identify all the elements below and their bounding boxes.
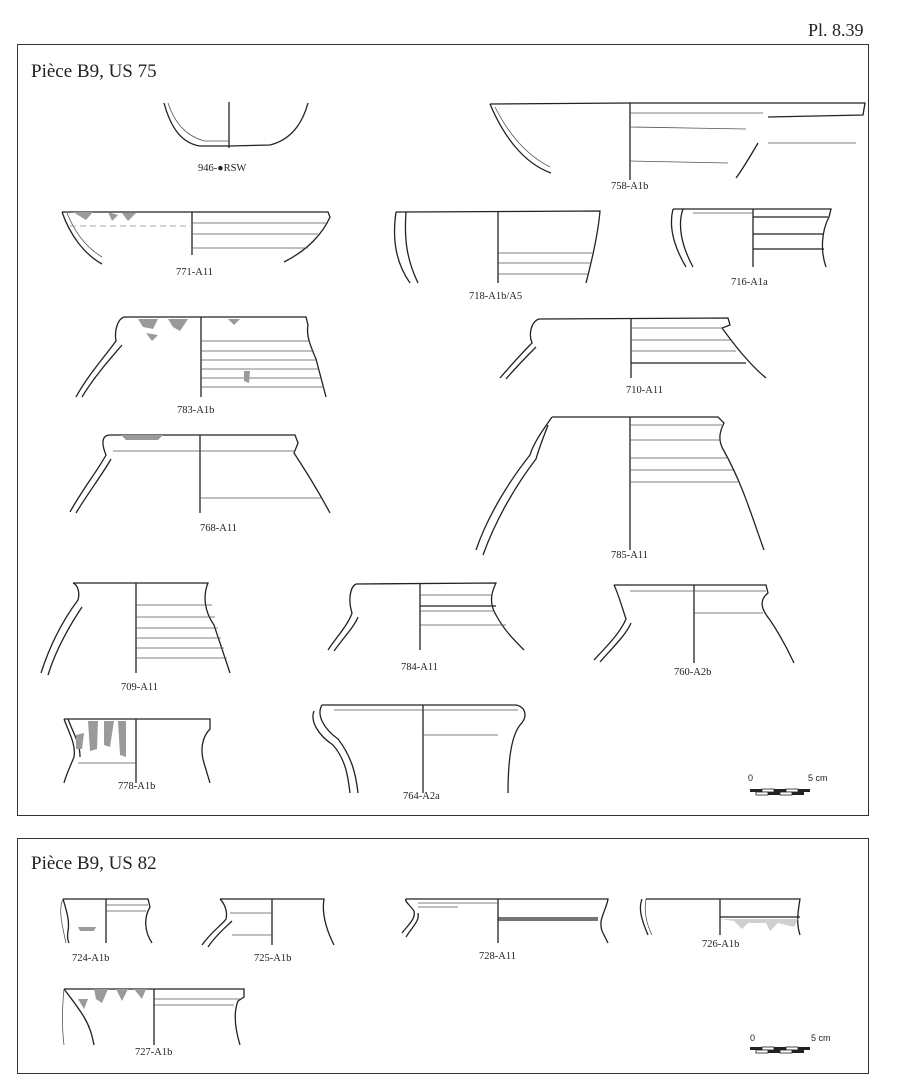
- scale-end-label: 5 cm: [808, 773, 828, 783]
- sherd-label: 758-A1b: [611, 181, 649, 192]
- sherd-label: 727-A1b: [135, 1047, 173, 1058]
- scale-bar-drawing: [750, 1047, 810, 1053]
- sherd-label: 946-●RSW: [198, 163, 247, 174]
- sherd-label: 726-A1b: [702, 939, 740, 950]
- sherd-label: 760-A2b: [674, 667, 712, 678]
- panel-us-82: [17, 838, 869, 1074]
- sherd-710-drawing: [500, 318, 766, 379]
- sherd-label: 771-A11: [176, 267, 213, 278]
- sherd-label: 718-A1b/A5: [469, 291, 523, 302]
- scale-bar-drawing: [750, 789, 810, 795]
- sherd-728-drawing: [402, 899, 608, 943]
- sherd-label: 783-A1b: [177, 405, 215, 416]
- pottery-drawings-us-82: [18, 839, 868, 1073]
- sherd-718-drawing: [395, 211, 600, 283]
- sherd-label: 725-A1b: [254, 953, 292, 964]
- sherd-727-drawing: [63, 989, 245, 1045]
- plate-number: Pl. 8.39: [808, 20, 864, 40]
- sherd-758-drawing: [490, 103, 865, 180]
- sherd-784-drawing: [328, 583, 524, 651]
- sherd-709-drawing: [41, 583, 230, 675]
- pottery-drawings-us-75: [18, 45, 868, 815]
- panel-us-75: [17, 44, 869, 816]
- sherd-778-drawing: [64, 719, 210, 783]
- sherd-label: 716-A1a: [731, 277, 768, 288]
- sherd-label: 724-A1b: [72, 953, 110, 964]
- sherd-label: 785-A11: [611, 550, 648, 561]
- sherd-764-drawing: [313, 705, 525, 793]
- sherd-label: 728-A11: [479, 951, 516, 962]
- sherd-785-drawing: [476, 417, 764, 555]
- sherd-label: 778-A1b: [118, 781, 156, 792]
- sherd-label: 784-A11: [401, 662, 438, 673]
- panel-title: Pièce B9, US 82: [31, 853, 157, 874]
- sherd-771-drawing: [62, 212, 330, 264]
- sherd-716-drawing: [672, 209, 831, 267]
- sherd-946-drawing: [164, 102, 308, 148]
- scale-end-label: 5 cm: [811, 1033, 831, 1043]
- sherd-label: 764-A2a: [403, 791, 440, 802]
- scale-start-label: 0: [748, 773, 754, 783]
- sherd-724-drawing: [61, 899, 152, 943]
- panel-title: Pièce B9, US 75: [31, 61, 157, 82]
- sherd-768-drawing: [70, 435, 330, 513]
- sherd-label: 709-A11: [121, 682, 158, 693]
- sherd-783-drawing: [76, 317, 326, 397]
- sherd-760-drawing: [594, 585, 794, 663]
- sherd-label: 768-A11: [200, 523, 237, 534]
- sherd-label: 710-A11: [626, 385, 663, 396]
- scale-start-label: 0: [750, 1033, 756, 1043]
- sherd-726-drawing: [640, 899, 800, 935]
- sherd-725-drawing: [202, 899, 334, 947]
